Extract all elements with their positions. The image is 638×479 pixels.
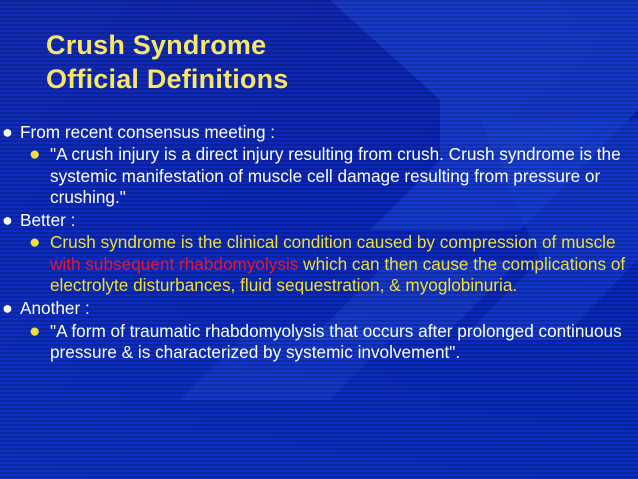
sub-bullet-better <box>2 232 634 296</box>
bullet-list <box>2 122 634 365</box>
definition-part-1: Crush syndrome is the clinical condition caused by compression of muscle <box>50 232 616 253</box>
bullet-another-text: Another : <box>20 298 90 319</box>
bullet-dot-icon: ● <box>2 298 13 319</box>
bullet-better <box>2 210 634 231</box>
sub-bullet-consensus <box>2 144 634 208</box>
bullet-dot-icon: ● <box>2 122 13 142</box>
bullet-dot-icon: ● <box>2 210 13 231</box>
sub-bullet-another-text: "A form of traumatic rhabdomyolysis that occurs after prolonged continuous pressure & is characterized by systemic involvement". <box>50 320 622 362</box>
bullet-another <box>2 298 634 319</box>
sub-bullet-consensus-text: "A crush injury is a direct injury resulting from crush. Crush syndrome is the systemic manifestation of muscle cell damage resulting from pressure or crushing." <box>50 144 621 207</box>
title-line-2: Official Definitions <box>46 64 289 94</box>
definition-part-2: with subsequent rhabdomyolysis <box>50 253 299 274</box>
sub-bullet-dot-icon: ● <box>29 232 41 254</box>
bullet-consensus <box>2 122 634 143</box>
bullet-better-text: Better : <box>20 210 76 231</box>
sub-bullet-another <box>2 321 634 364</box>
bullet-consensus-text: From recent consensus meeting : <box>20 122 276 142</box>
sub-bullet-dot-icon: ● <box>29 144 41 166</box>
sub-bullet-dot-icon: ● <box>29 320 41 342</box>
definition-part-3: which can then cause the complications of electrolyte disturbances, fluid sequestration, & myoglobinuria. <box>50 253 626 296</box>
title-line-1: Crush Syndrome <box>46 30 267 60</box>
slide-title <box>46 28 289 96</box>
